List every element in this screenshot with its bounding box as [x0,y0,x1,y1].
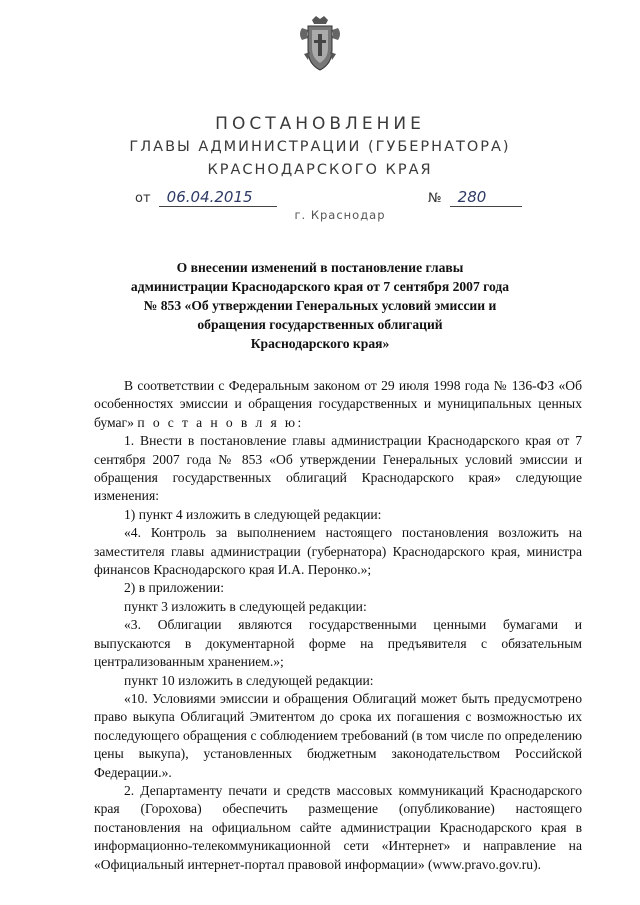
date-field [135,188,277,207]
number-value: 280 [457,188,487,206]
number-field [428,188,522,207]
date-value: 06.04.2015 [166,188,253,206]
header-subtitle: ГЛАВЫ АДМИНИСТРАЦИИ (ГУБЕРНАТОРА) [129,139,511,155]
header-title: ПОСТАНОВЛЕНИЕ [215,114,425,134]
document-title: О внесении изменений в постановление главы администрации Краснодарского края от 7 сентября 2007 года № 853 «Об утверждении Генеральных условий эмиссии и обращения государственных облигаций Краснодарского края» [130,260,510,351]
date-label: от [135,191,151,206]
paragraph: «10. Условиями эмиссии и обращения Облигаций может быть предусмотрено право выкупа Облигаций Эмитентом до срока их погашения с возможностью их последующего обращения с соблюдением требований (в том числе по определению цены выкупа), установленных бюджетным законодательством Российской Федерации.». [94,690,582,780]
paragraph: пункт 3 изложить в следующей редакции: [124,598,367,614]
number-label: № [428,191,442,206]
paragraph: 2. Департаменту печати и средств массовых коммуникаций Краснодарского края (Горохова) обеспечить размещение (опубликование) настоящего постановления на официальном сайте администрации Краснодарского края в информационно-телекоммуникационной сети «Интернет» и направление на «Официальный интернет-портал правовой информации» (www.pravo.gov.ru). [94,782,582,872]
document-body [94,377,582,874]
header-region: КРАСНОДАРСКОГО КРАЯ [207,162,433,178]
coat-of-arms-icon [296,14,344,74]
paragraph: пункт 10 изложить в следующей редакции: [124,672,374,688]
paragraph: 2) в приложении: [124,580,224,596]
paragraph: 1) пункт 4 изложить в следующей редакции: [124,506,382,522]
paragraph: 1. Внести в постановление главы администрации Краснодарского края от 7 сентября 2007 года № 853 «Об утверждении Генеральных условий эмиссии и обращения государственных облигаций Краснодарского края» следующие изменения: [94,433,582,504]
paragraph: «3. Облигации являются государственными ценными бумагами и выпускаются в документарной форме на предъявителя с обязательным централизованным хранением.»; [94,617,582,670]
paragraph: «4. Контроль за выполнением настоящего постановления возложить на заместителя главы администрации (губернатора) Краснодарского края, министра финансов Краснодарского края И.А. Перонко.»; [94,525,582,578]
paragraph: В соответствии с Федеральным законом от 29 июля 1998 года № 136-ФЗ «Об особенностях эмиссии и обращения государственных и муниципальных ценных бумаг» п о с т а н о в л я ю: [94,378,582,430]
city-label: г. Краснодар [294,208,386,222]
